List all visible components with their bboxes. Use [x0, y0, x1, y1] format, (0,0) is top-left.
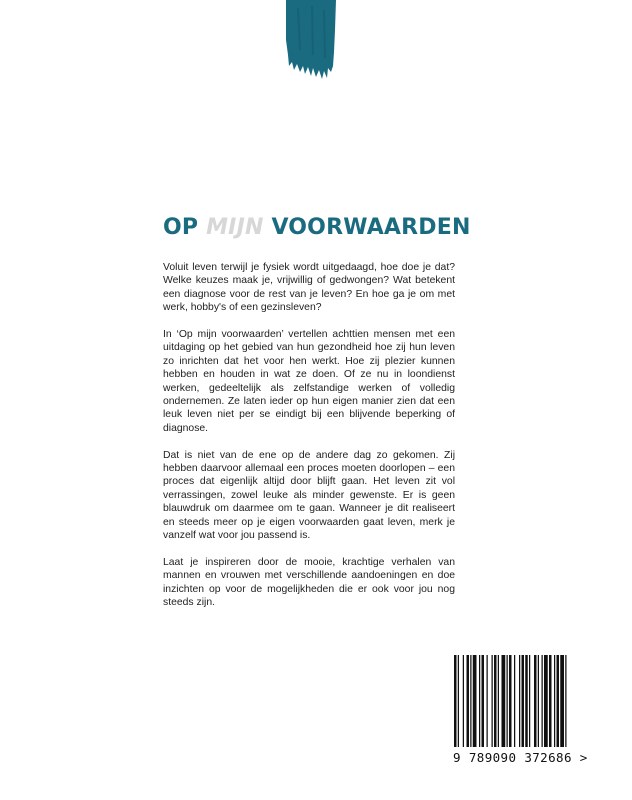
title-mijn: MIJN — [206, 215, 264, 240]
paragraph: Laat je inspireren door de mooie, krachtige verhalen van mannen en vrouwen met verschillende aandoeningen en doe inzichten op voor de mogelijkheden die er ook voor jou nog steeds zijn. — [163, 556, 455, 609]
paragraph: Voluit leven terwijl je fysiek wordt uitgedaagd, hoe doe je dat? Welke keuzes maak je, vrijwillig of gedwongen? Wat betekent een diagnose voor de rest van je leven? En hoe ga je om met werk, hobby's of een gezinsleven? — [163, 262, 455, 314]
back-cover-blurb — [163, 261, 455, 623]
paragraph: Dat is niet van de ene op de andere dag zo gekomen. Zij hebben daarvoor allemaal een proces moeten doorlopen – een proces dat eigenlijk altijd door blijft gaan. Het leven zit vol verrassingen, zowel leuke als minder gewenste. Er is geen blauwdruk om daarmee om te gaan. Wanneer je dit realiseert en steeds meer op je eigen voorwaarden gaat leven, merk je vanzelf wat voor jou passend is. — [163, 449, 455, 542]
title-voorwaarden: VOORWAARDEN — [271, 215, 471, 240]
paragraph: In ‘Op mijn voorwaarden’ vertellen achttien mensen met een uitdaging op het gebied van hun gezondheid hoe zij hun leven zo inrichten dat het voor hen werkt. Hoe zij plezier kunnen hebben en houden in wat ze doen. Of ze nu in loondienst werken, gedeeltelijk als zelfstandige werken of volledig ondernemen. Ze laten ieder op hun eigen manier zien dat een leuk leven niet per se eindigt bij een blijvende beperking of diagnose. — [163, 329, 455, 434]
title-op: OP — [163, 215, 199, 240]
brush-stroke-graphic — [278, 0, 340, 80]
book-title — [163, 215, 471, 240]
isbn-number: 9 789090 372686 > — [453, 750, 588, 765]
